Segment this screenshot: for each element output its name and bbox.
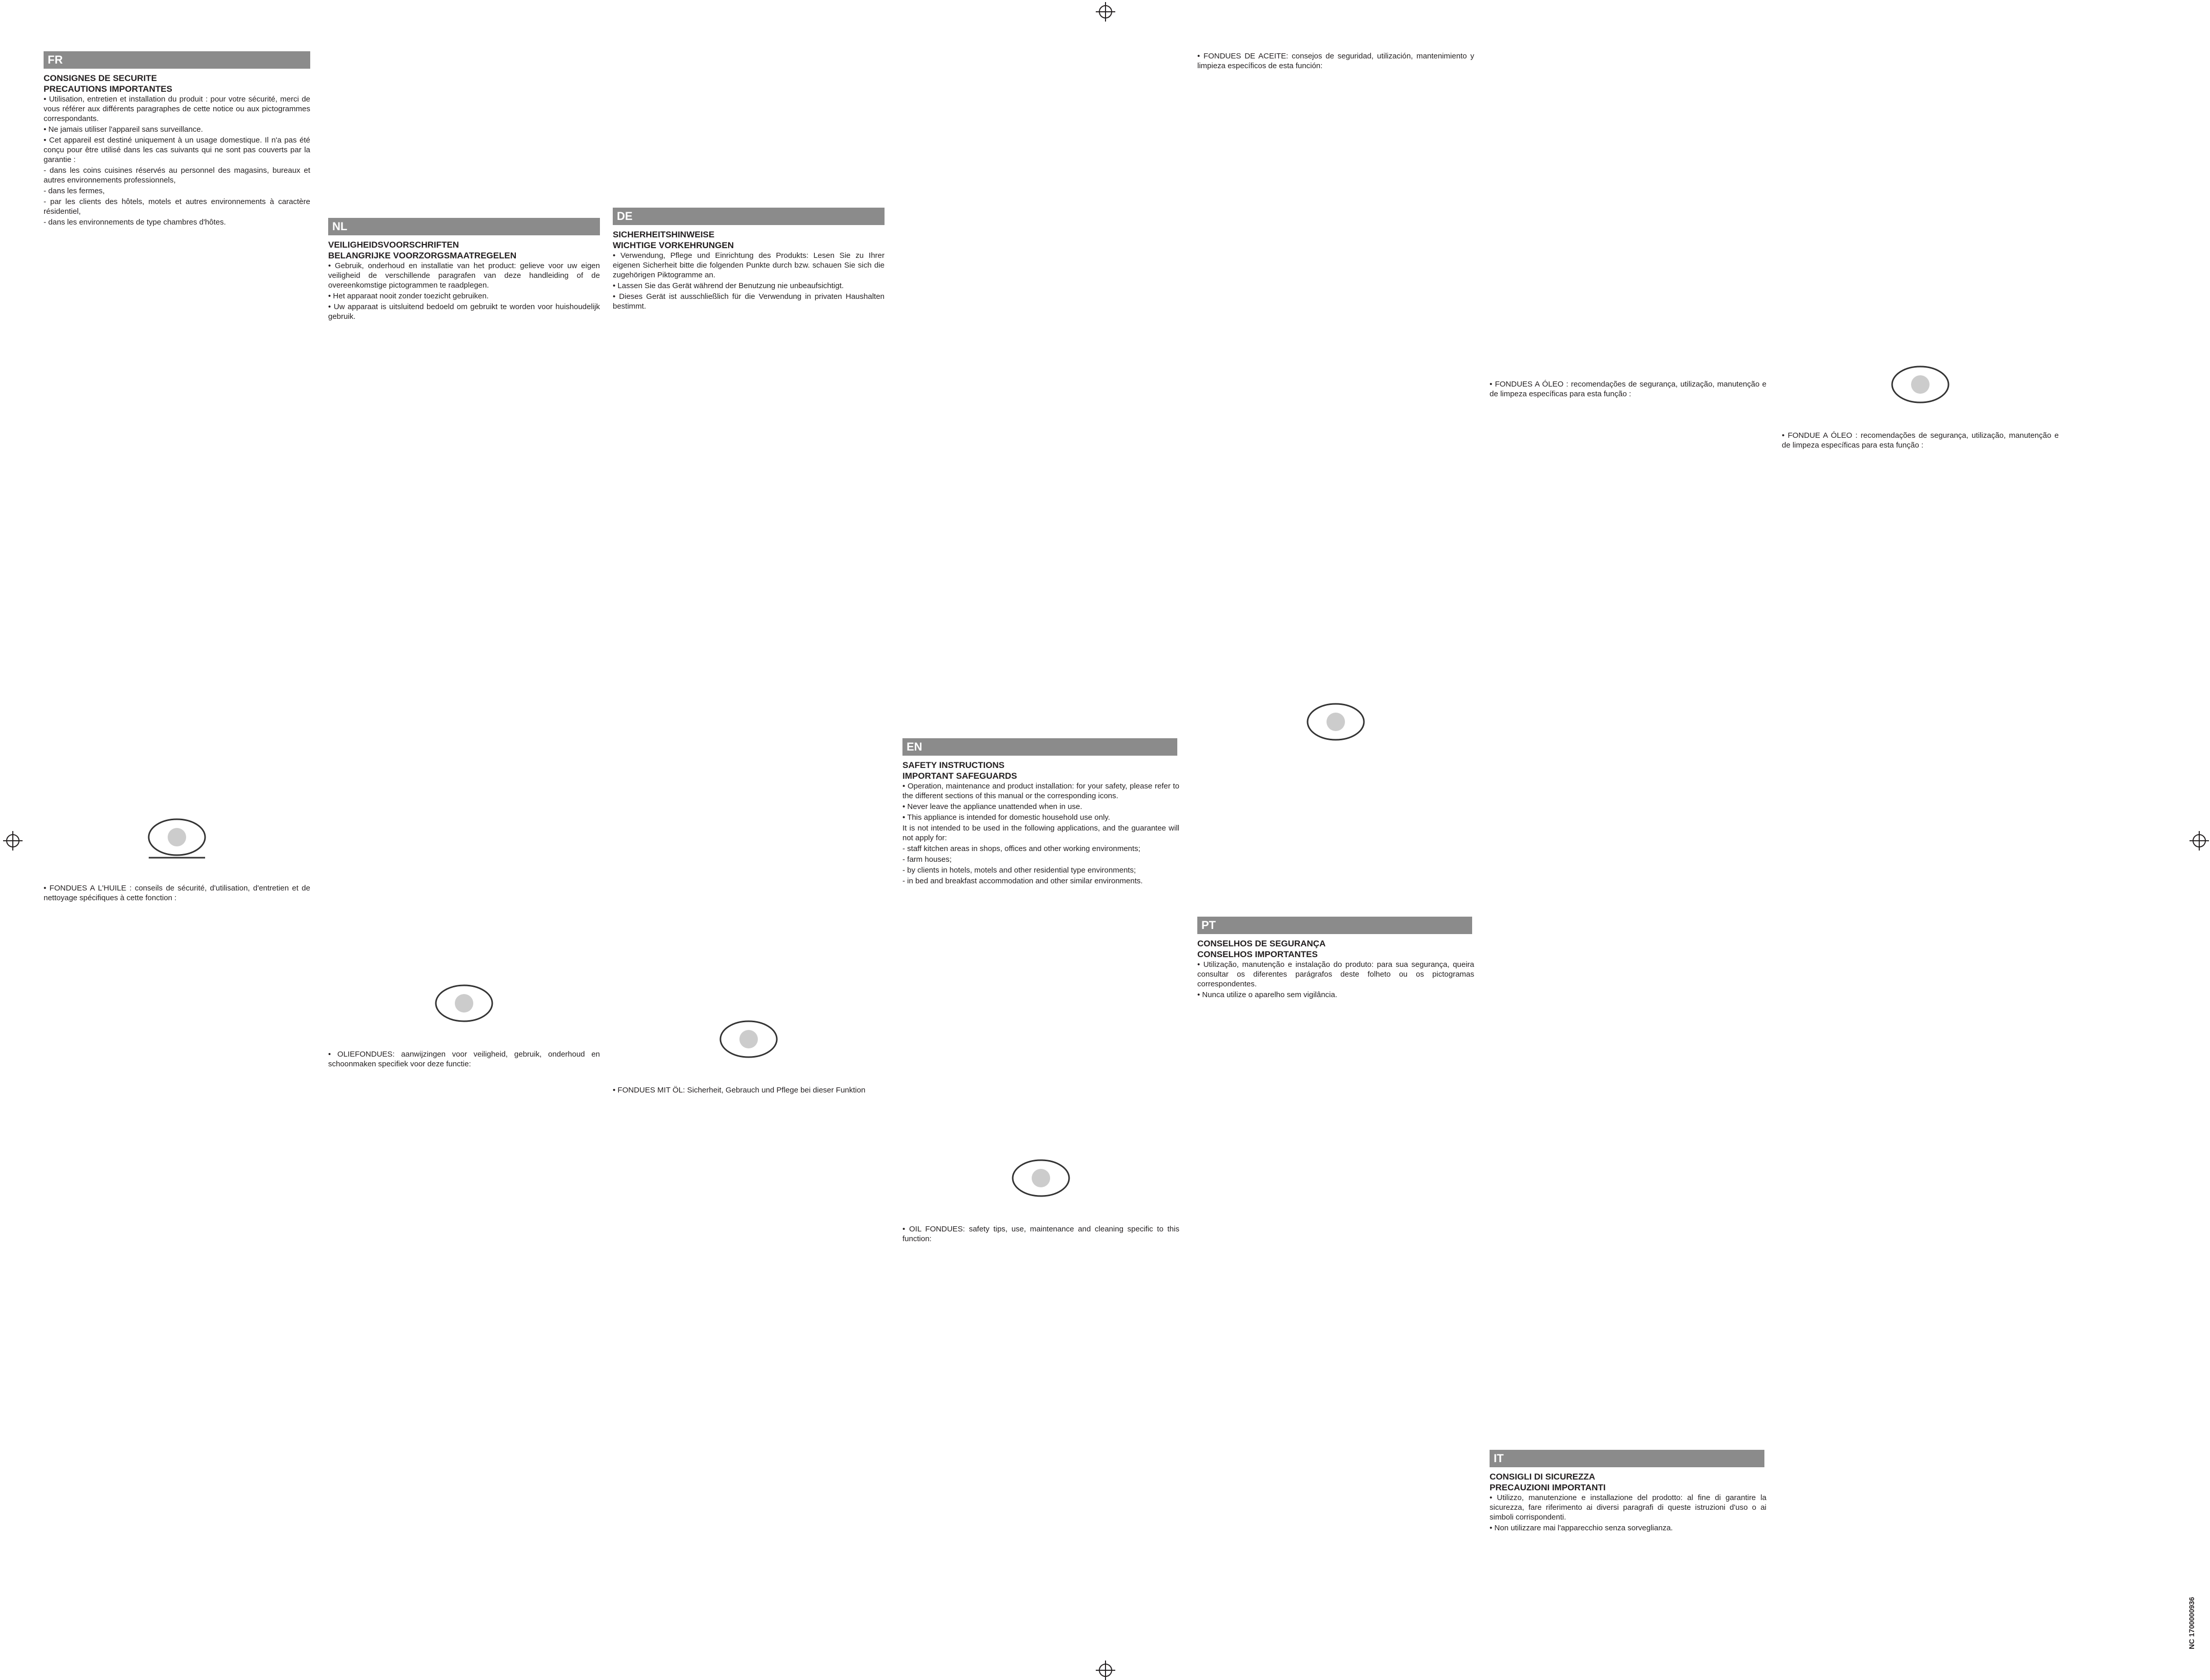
paragraph: • Verwendung, Pflege und Einrichtung des Produkts: Lesen Sie zu Ihrer eigenen Sicherheit bitte die folgenden Punkte durch bzw. schauen Sie sich die zugehörigen Piktogramme an. bbox=[613, 251, 885, 280]
section-header-fr: FR bbox=[44, 51, 310, 69]
paragraph: - dans les fermes, bbox=[44, 187, 105, 195]
column-pt-it bbox=[1490, 51, 1766, 1676]
paragraph: • Never leave the appliance unattended when in use. bbox=[902, 802, 1179, 812]
paragraph: • Utilisation, entretien et installation du produit : pour votre sécurité, merci de vous référer aux différents paragraphes de cette notice ou aux pictogrammes correspondants. bbox=[44, 94, 310, 124]
registration-mark bbox=[6, 834, 19, 847]
paragraph: • FONDUES MIT ÖL: Sicherheit, Gebrauch und Pflege bei dieser Funktion bbox=[613, 1085, 885, 1095]
paragraph: - farm houses; bbox=[902, 855, 952, 864]
column-fr bbox=[44, 51, 310, 1676]
paragraph: - dans les coins cuisines réservés au personnel des magasins, bureaux et autres environnements professionnels, bbox=[44, 166, 310, 185]
section-title: SICHERHEITSHINWEISE bbox=[613, 230, 715, 239]
fondue-pot-illustration bbox=[44, 801, 310, 878]
section-subtitle: CONSELHOS IMPORTANTES bbox=[1197, 949, 1318, 959]
paragraph: - by clients in hotels, motels and other residential type environments; bbox=[902, 866, 1136, 875]
section-subtitle: PRECAUZIONI IMPORTANTI bbox=[1490, 1483, 1606, 1492]
section-title: SAFETY INSTRUCTIONS bbox=[902, 760, 1004, 770]
column-it bbox=[1782, 51, 2059, 1676]
section-header-nl: NL bbox=[328, 218, 600, 235]
section-header-en: EN bbox=[902, 738, 1177, 756]
section-title: CONSIGLI DI SICUREZZA bbox=[1490, 1472, 1595, 1482]
fondue-pot-icon bbox=[1882, 354, 1959, 420]
fondue-pot-icon bbox=[710, 1008, 787, 1075]
fondue-pot-icon bbox=[138, 806, 215, 873]
paragraph: • OLIEFONDUES: aanwijzingen voor veiligheid, gebruik, onderhoud en schoonmaken specifiek voor deze functie: bbox=[328, 1049, 600, 1069]
paragraph: - par les clients des hôtels, motels et autres environnements à caractère résidentiel, bbox=[44, 197, 310, 216]
fondue-pot-illustration bbox=[1782, 349, 2059, 426]
paragraph: • Nunca utilize o aparelho sem vigilância. bbox=[1197, 990, 1474, 1000]
paragraph: • OIL FONDUES: safety tips, use, maintenance and cleaning specific to this function: bbox=[902, 1224, 1179, 1244]
document-code: NC 1700000936 bbox=[2187, 1597, 2196, 1649]
paragraph: • Cet appareil est destiné uniquement à un usage domestique. Il n'a pas été conçu pour être utilisé dans les cas suivants qui ne sont pas couverts par la garantie : bbox=[44, 135, 310, 165]
paragraph: - in bed and breakfast accommodation and other similar environments. bbox=[902, 877, 1143, 885]
paragraph: • Non utilizzare mai l'apparecchio senza sorveglianza. bbox=[1490, 1523, 1766, 1533]
section-header-it: IT bbox=[1490, 1450, 1764, 1467]
paragraph: • Utilizzo, manutenzione e installazione del prodotto: al fine di garantire la sicurezza, fare riferimento ai diversi paragrafi di queste istruzioni d'uso o ai simboli corrispondenti. bbox=[1490, 1493, 1766, 1522]
fondue-pot-illustration bbox=[1197, 686, 1474, 763]
section-title: CONSIGNES DE SECURITE bbox=[44, 73, 157, 83]
section-header-pt: PT bbox=[1197, 917, 1472, 934]
paragraph: • Operation, maintenance and product installation: for your safety, please refer to the different sections of this manual or the corresponding icons. bbox=[902, 781, 1179, 801]
paragraph: • Het apparaat nooit zonder toezicht gebruiken. bbox=[328, 291, 600, 301]
paragraph: • Lassen Sie das Gerät während der Benutzung nie unbeaufsichtigt. bbox=[613, 281, 885, 291]
paragraph: - dans les environnements de type chambres d'hôtes. bbox=[44, 218, 226, 227]
paragraph: • FONDUES A ÓLEO : recomendações de segurança, utilização, manutenção e de limpeza específicas para esta função : bbox=[1490, 379, 1766, 399]
registration-mark bbox=[1099, 5, 1112, 18]
section-subtitle: PRECAUTIONS IMPORTANTES bbox=[44, 84, 172, 94]
paragraph: - staff kitchen areas in shops, offices and other working environments; bbox=[902, 844, 1140, 853]
paragraph: • Gebruik, onderhoud en installatie van het product: gelieve voor uw eigen veiligheid de verschillende paragrafen van deze handleiding of de overeenkomstige pictogrammen te raadplegen. bbox=[328, 261, 600, 290]
paragraph: • FONDUES A L'HUILE : conseils de sécurité, d'utilisation, d'entretien et de nettoyage spécifiques à cette fonction : bbox=[44, 883, 310, 903]
section-subtitle: WICHTIGE VORKEHRUNGEN bbox=[613, 240, 734, 250]
paragraph: It is not intended to be used in the following applications, and the guarantee will not apply for: bbox=[902, 824, 1179, 842]
section-title: VEILIGHEIDSVOORSCHRIFTEN bbox=[328, 240, 459, 250]
paragraph: • Dieses Gerät ist ausschließlich für die Verwendung in privaten Haushalten bestimmt. bbox=[613, 292, 885, 311]
column-en-es bbox=[902, 51, 1179, 1676]
section-subtitle: IMPORTANT SAFEGUARDS bbox=[902, 771, 1017, 781]
fondue-pot-icon bbox=[1297, 691, 1374, 758]
section-header-de: DE bbox=[613, 208, 885, 225]
fondue-pot-illustration bbox=[613, 1003, 885, 1080]
column-es-pt-it bbox=[1197, 51, 1474, 1676]
paragraph: • Uw apparaat is uitsluitend bedoeld om gebruikt te worden voor huishoudelijk gebruik. bbox=[328, 302, 600, 321]
paragraph: • This appliance is intended for domestic household use only. bbox=[902, 813, 1179, 822]
paragraph: • Ne jamais utiliser l'appareil sans surveillance. bbox=[44, 125, 310, 134]
registration-mark bbox=[2193, 834, 2206, 847]
paragraph: • Utilização, manutenção e instalação do produto: para sua segurança, queira consultar os diferentes parágrafos deste folheto ou os pictogramas correspondentes. bbox=[1197, 960, 1474, 989]
fondue-pot-illustration bbox=[328, 967, 600, 1044]
fondue-pot-icon bbox=[426, 973, 503, 1039]
fondue-pot-illustration bbox=[902, 1142, 1179, 1219]
section-title: CONSELHOS DE SEGURANÇA bbox=[1197, 939, 1326, 948]
paragraph: • FONDUES DE ACEITE: consejos de seguridad, utilización, mantenimiento y limpieza específicos de esta función: bbox=[1197, 51, 1474, 71]
section-subtitle: BELANGRIJKE VOORZORGSMAATREGELEN bbox=[328, 251, 517, 260]
column-nl bbox=[328, 51, 600, 1676]
paragraph: • FONDUE A ÓLEO : recomendações de segurança, utilização, manutenção e de limpeza específicas para esta função : bbox=[1782, 431, 2059, 450]
column-de bbox=[613, 51, 885, 1676]
fondue-pot-icon bbox=[1002, 1147, 1079, 1214]
